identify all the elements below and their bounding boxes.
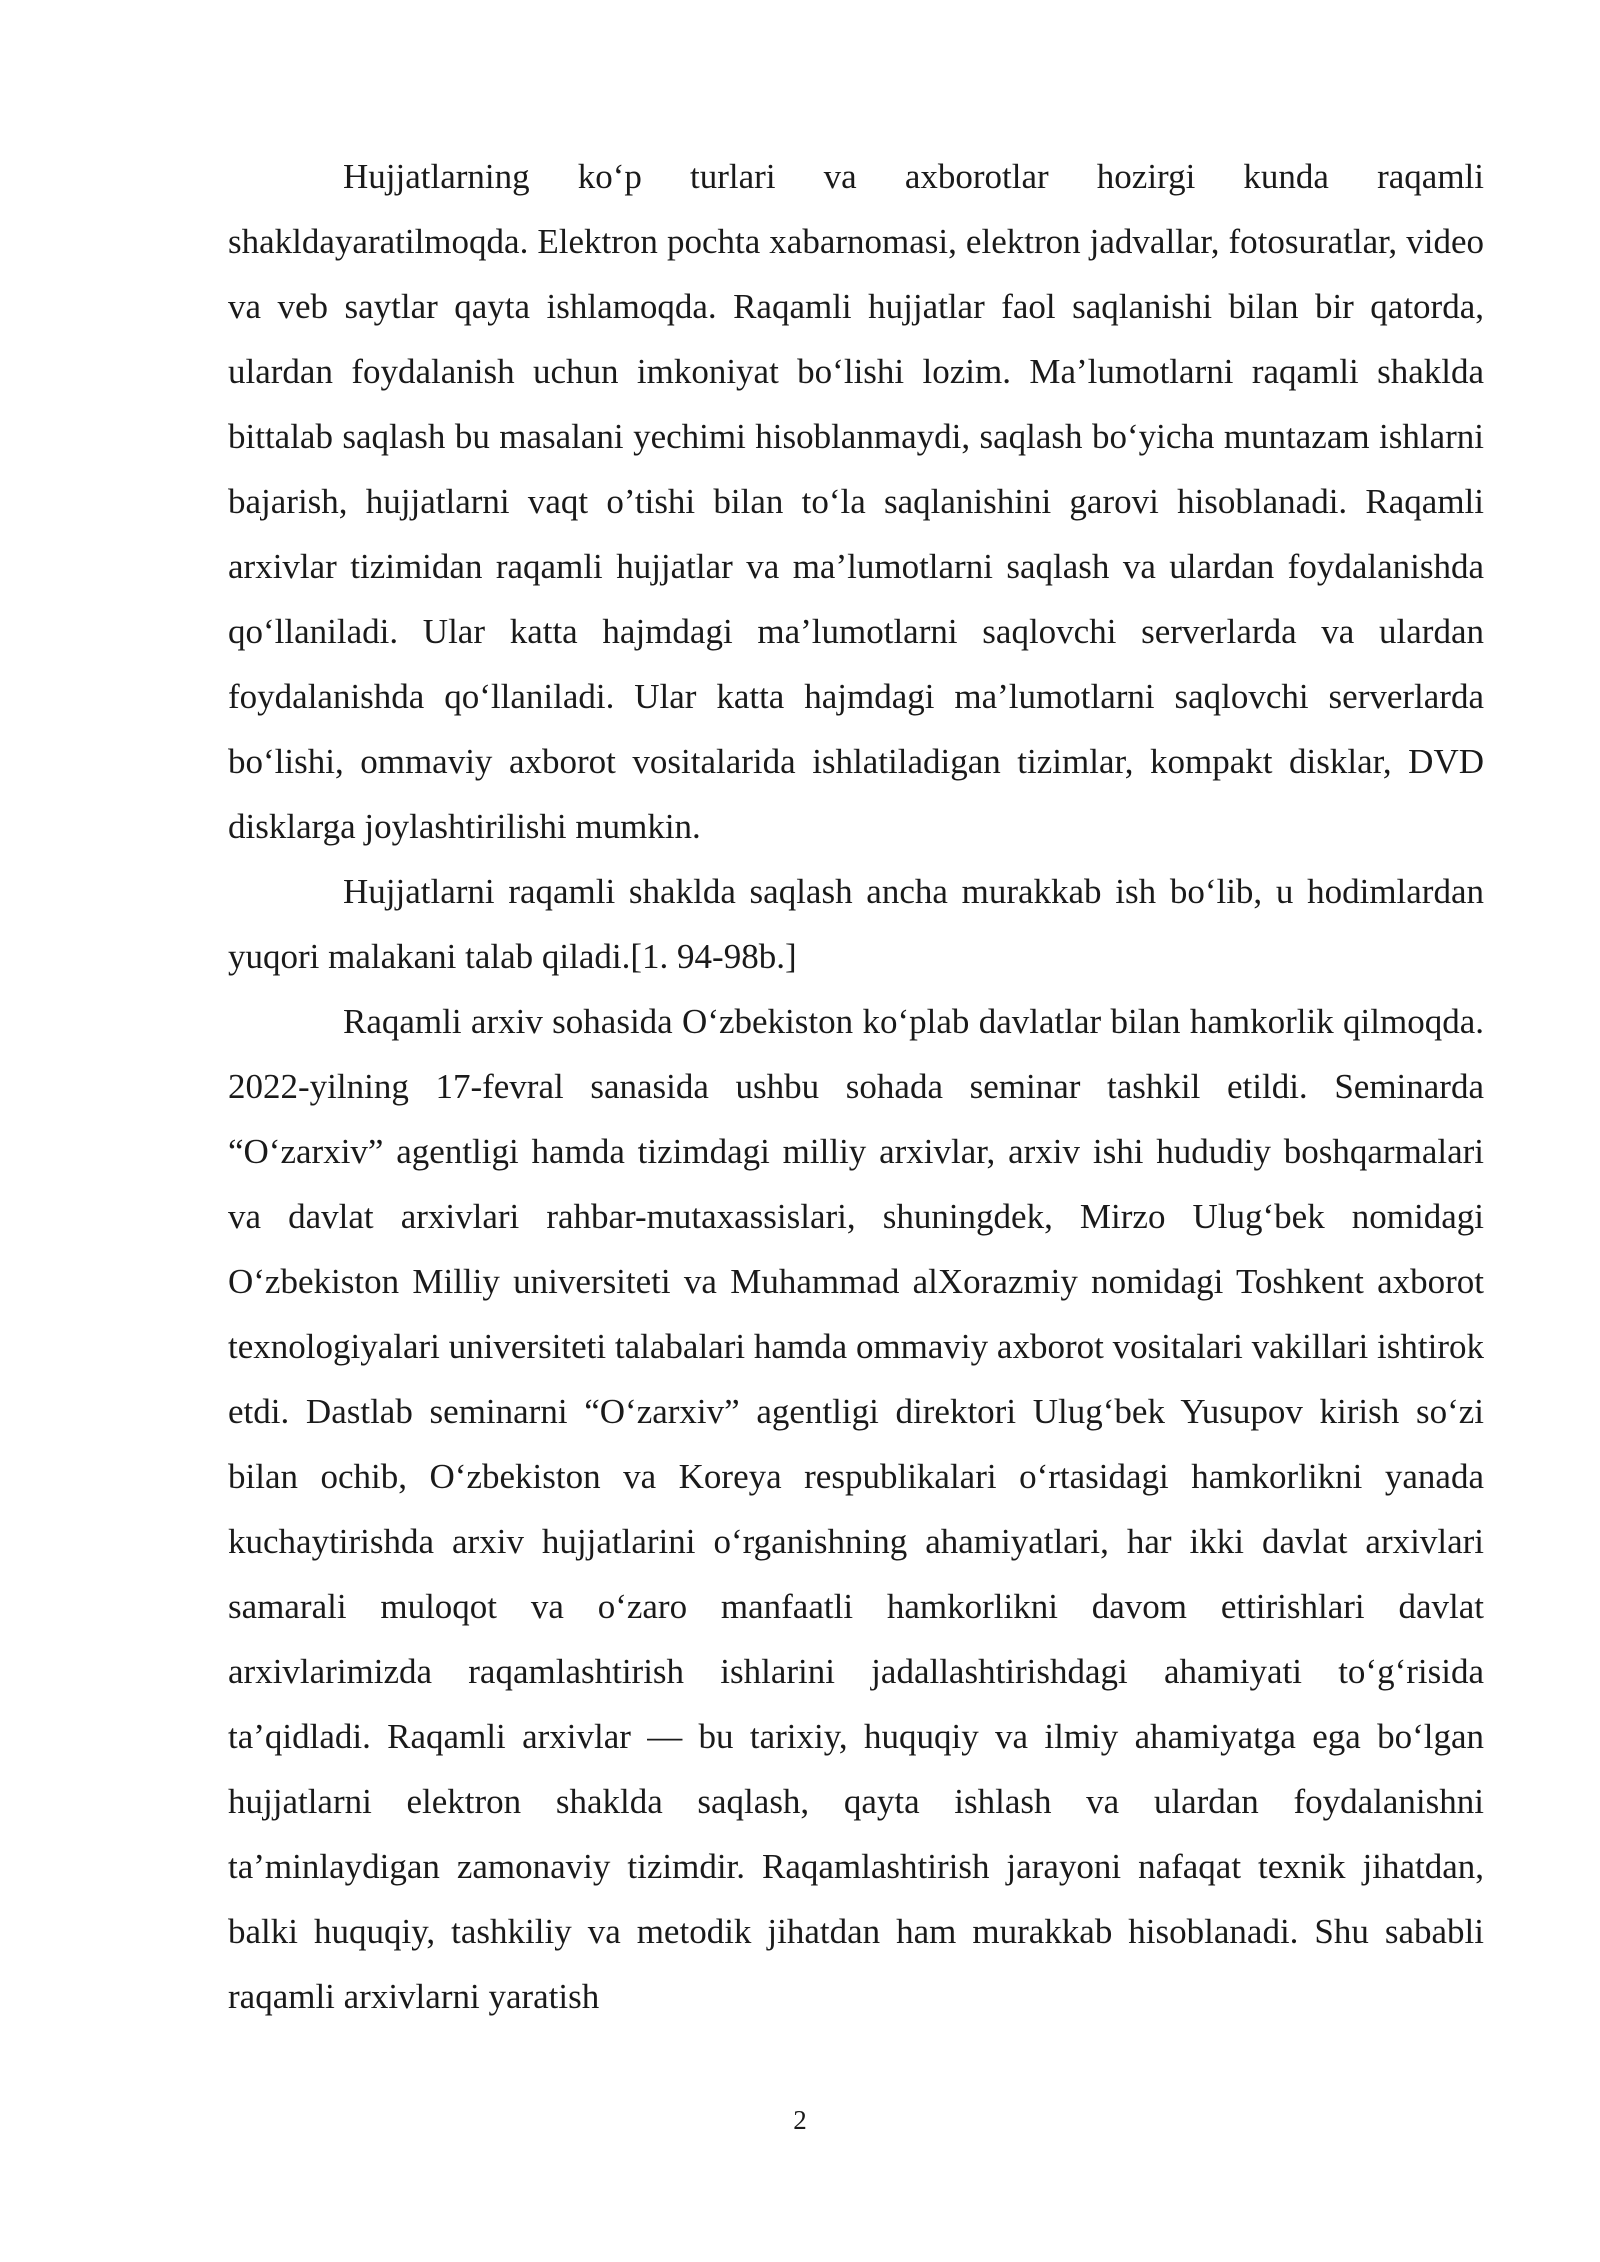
body-text — [228, 144, 1484, 2029]
page-number: 2 — [793, 2105, 807, 2135]
paragraph-storage-complexity: Hujjatlarni raqamli shaklda saqlash ancha murakkab ish bo‘lib, u hodimlardan yuqori malakani talab qiladi.[1. 94-98b.] — [228, 872, 1484, 976]
paragraph-digital-documents: Hujjatlarning ko‘p turlari va axborotlar hozirgi kunda raqamli shakldayaratilmoqda. Elektron pochta xabarnomasi, elektron jadvallar, fotosuratlar, video va veb saytlar qayta ishlamoqda. Raqamli hujjatlar faol saqlanishi bilan bir qatorda, ulardan foydalanish uchun imkoniyat bo‘lishi lozim. Ma’lumotlarni raqamli shaklda bittalab saqlash bu masalani yechimi hisoblanmaydi, saqlash bo‘yicha muntazam ishlarni bajarish, hujjatlarni vaqt o’tishi bilan to‘la saqlanishini garovi hisoblanadi. Raqamli arxivlar tizimidan raqamli hujjatlar va ma’lumotlarni saqlash va ulardan foydalanishda qo‘llaniladi. Ular katta hajmdagi ma’lumotlarni saqlovchi serverlarda va ulardan foydalanishda qo‘llaniladi. Ular katta hajmdagi ma’lumotlarni saqlovchi serverlarda bo‘lishi, ommaviy axborot vositalarida ishlatiladigan tizimlar, kompakt disklar, DVD disklarga joylashtirilishi mumkin. — [228, 157, 1484, 846]
paragraph-international-cooperation: Raqamli arxiv sohasida O‘zbekiston ko‘plab davlatlar bilan hamkorlik qilmoqda. 2022-yilning 17-fevral sanasida ushbu sohada seminar tashkil etildi. Seminarda “O‘zarxiv” agentligi hamda tizimdagi milliy arxivlar, arxiv ishi hududiy boshqarmalari va davlat arxivlari rahbar-mutaxassislari, shuningdek, Mirzo Ulug‘bek nomidagi O‘zbekiston Milliy universiteti va Muhammad alXorazmiy nomidagi Toshkent axborot texnologiyalari universiteti talabalari hamda ommaviy axborot vositalari vakillari ishtirok etdi. Dastlab seminarni “O‘zarxiv” agentligi direktori Ulug‘bek Yusupov kirish so‘zi bilan ochib, O‘zbekiston va Koreya respublikalari o‘rtasidagi hamkorlikni yanada kuchaytirishda arxiv hujjatlarini o‘rganishning ahamiyatlari, har ikki davlat arxivlari samarali muloqot va o‘zaro manfaatli hamkorlikni davom ettirishlari davlat arxivlarimizda raqamlashtirish ishlarini jadallashtirishdagi ahamiyati to‘g‘risida ta’qidladi. Raqamli arxivlar — bu tarixiy, huquqiy va ilmiy ahamiyatga ega bo‘lgan hujjatlarni elektron shaklda saqlash, qayta ishlash va ulardan foydalanishni ta’minlaydigan zamonaviy tizimdir. Raqamlashtirish jarayoni nafaqat texnik jihatdan, balki huquqiy, tashkiliy va metodik jihatdan ham murakkab hisoblanadi. Shu sababli raqamli arxivlarni yaratish — [228, 1002, 1484, 2016]
